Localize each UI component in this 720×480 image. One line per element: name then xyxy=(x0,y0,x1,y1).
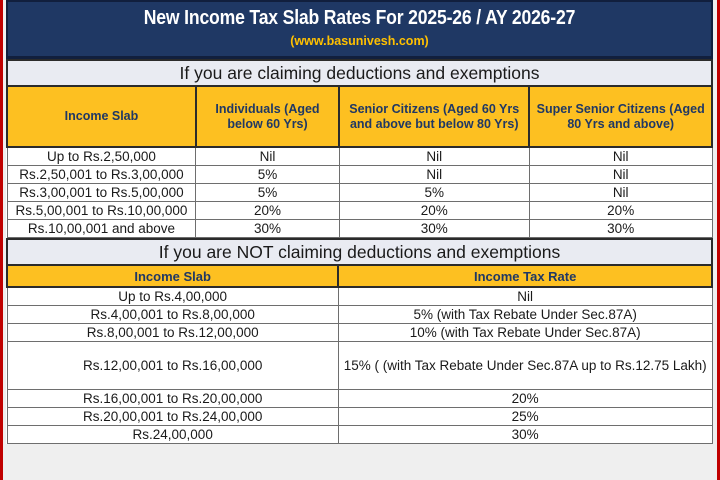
rate-cell: Nil xyxy=(196,147,339,166)
section-row xyxy=(7,60,712,86)
section-title-claiming: If you are claiming deductions and exemptions xyxy=(7,60,712,86)
slab-cell: Up to Rs.4,00,000 xyxy=(7,287,338,306)
slab-cell: Rs.20,00,001 to Rs.24,00,000 xyxy=(7,408,338,426)
slab-cell: Rs.2,50,001 to Rs.3,00,000 xyxy=(7,166,196,184)
table-row xyxy=(7,408,712,426)
column-header-senior-citizens: Senior Citizens (Aged 60 Yrs and above but below 80 Yrs) xyxy=(339,86,529,147)
slab-cell: Up to Rs.2,50,000 xyxy=(7,147,196,166)
title-banner xyxy=(6,0,713,59)
column-header-income-slab: Income Slab xyxy=(7,86,196,147)
rate-cell: 20% xyxy=(339,202,529,220)
table-row xyxy=(7,306,712,324)
rate-cell: 30% xyxy=(529,220,712,238)
rate-cell: 20% xyxy=(529,202,712,220)
content-area xyxy=(6,0,713,444)
table-row xyxy=(7,287,712,306)
no-deductions-table xyxy=(6,238,713,444)
rate-cell: 5% xyxy=(196,166,339,184)
table-row xyxy=(7,184,712,202)
rate-cell: 5% (with Tax Rebate Under Sec.87A) xyxy=(338,306,712,324)
table-row xyxy=(7,324,712,342)
column-header-income-slab: Income Slab xyxy=(7,265,338,287)
rate-cell: Nil xyxy=(529,184,712,202)
rate-cell: 5% xyxy=(339,184,529,202)
rate-cell: 5% xyxy=(196,184,339,202)
rate-cell: 15% ( (with Tax Rebate Under Sec.87A up to Rs.12.75 Lakh) xyxy=(338,342,712,390)
column-header-income-tax-rate: Income Tax Rate xyxy=(338,265,712,287)
rate-cell: Nil xyxy=(529,166,712,184)
section-row xyxy=(7,239,712,265)
table-row xyxy=(7,390,712,408)
column-header-individuals: Individuals (Aged below 60 Yrs) xyxy=(196,86,339,147)
table-row xyxy=(7,220,712,238)
rate-cell: Nil xyxy=(529,147,712,166)
rate-cell: 30% xyxy=(196,220,339,238)
slab-cell: Rs.3,00,001 to Rs.5,00,000 xyxy=(7,184,196,202)
rate-cell: Nil xyxy=(339,166,529,184)
table-row xyxy=(7,342,712,390)
rate-cell: 25% xyxy=(338,408,712,426)
rate-cell: Nil xyxy=(339,147,529,166)
slab-cell: Rs.5,00,001 to Rs.10,00,000 xyxy=(7,202,196,220)
header-row xyxy=(7,86,712,147)
deductions-table xyxy=(6,59,713,238)
rate-cell: 20% xyxy=(338,390,712,408)
page-title: New Income Tax Slab Rates For 2025-26 / AY 2026-27 xyxy=(143,7,576,29)
slab-cell: Rs.24,00,000 xyxy=(7,426,338,444)
table-row xyxy=(7,202,712,220)
header-row xyxy=(7,265,712,287)
rate-cell: 30% xyxy=(338,426,712,444)
slab-cell: Rs.16,00,001 to Rs.20,00,000 xyxy=(7,390,338,408)
slab-cell: Rs.10,00,001 and above xyxy=(7,220,196,238)
rate-cell: 30% xyxy=(339,220,529,238)
rate-cell: Nil xyxy=(338,287,712,306)
slab-cell: Rs.8,00,001 to Rs.12,00,000 xyxy=(7,324,338,342)
slab-cell: Rs.12,00,001 to Rs.16,00,000 xyxy=(7,342,338,390)
website-url: (www.basunivesh.com) xyxy=(290,34,429,48)
table-row xyxy=(7,426,712,444)
column-header-super-senior-citizens: Super Senior Citizens (Aged 80 Yrs and above) xyxy=(529,86,712,147)
slab-cell: Rs.4,00,001 to Rs.8,00,000 xyxy=(7,306,338,324)
rate-cell: 20% xyxy=(196,202,339,220)
table-row xyxy=(7,147,712,166)
rate-cell: 10% (with Tax Rebate Under Sec.87A) xyxy=(338,324,712,342)
left-red-border xyxy=(0,0,3,480)
section-title-not-claiming: If you are NOT claiming deductions and exemptions xyxy=(7,239,712,265)
table-row xyxy=(7,166,712,184)
